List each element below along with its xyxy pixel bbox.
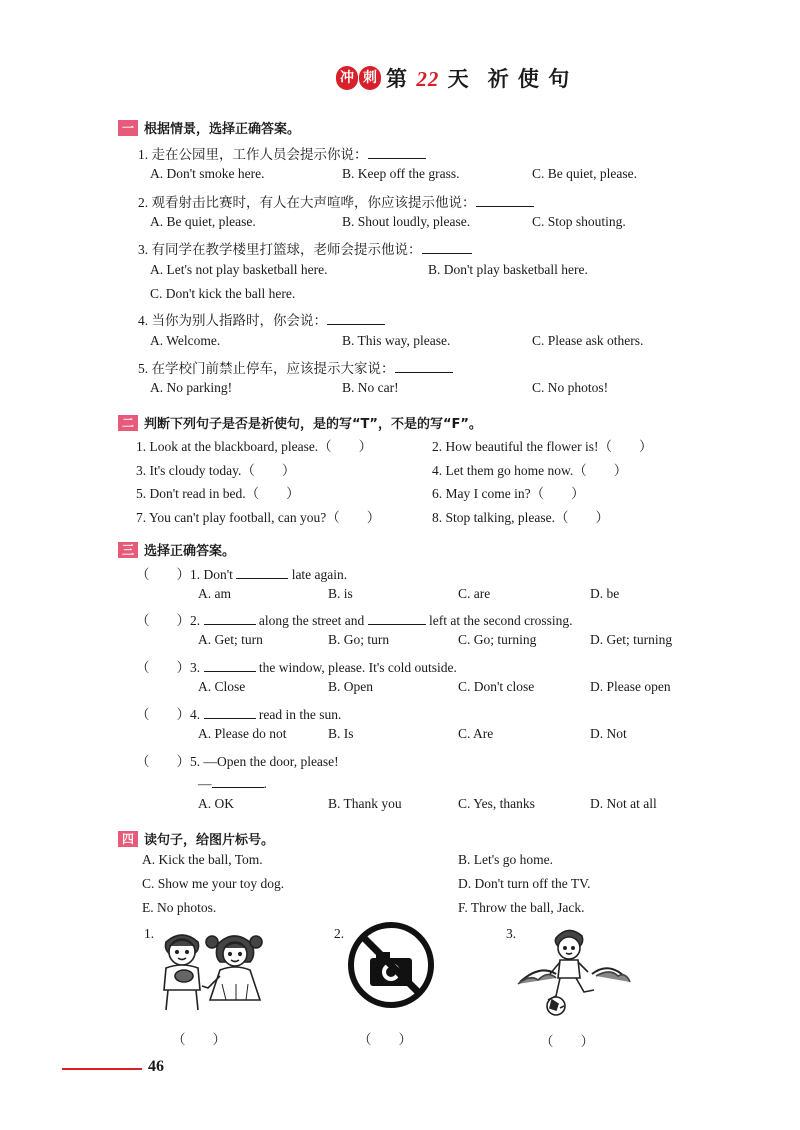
option: B. Thank you (328, 796, 402, 811)
answer-blank[interactable] (212, 775, 264, 788)
mc-question: （ ）5. —Open the door, please! (136, 754, 339, 769)
section-2-heading (118, 413, 482, 432)
option: A. Get; turn (198, 632, 263, 647)
answer-blank[interactable] (476, 194, 534, 207)
day-suffix: 天 (447, 67, 470, 91)
option: D. Please open (590, 679, 671, 694)
option: D. be (590, 586, 620, 601)
judge-item: 7. You can't play football, can you?（ ） (136, 510, 381, 525)
option: A. No parking! (150, 380, 233, 395)
question-text: 2. 观看射击比赛时，有人在大声喧哗，你应该提示他说： (138, 191, 534, 211)
judge-item: 1. Look at the blackboard, please.（ ） (136, 439, 373, 454)
option: C. No photos! (532, 380, 609, 395)
answer-blank[interactable] (327, 312, 385, 325)
mc-question: （ ）4. read in the sun. (136, 707, 342, 722)
day-prefix: 第 (386, 67, 408, 91)
mc-question: （ ）1. Don't late again. (136, 567, 348, 582)
option: B. Shout loudly, please. (342, 214, 471, 229)
judge-item: 6. May I come in?（ ） (432, 486, 585, 501)
footer-accent-line (62, 1068, 142, 1070)
badge-char: 冲 (336, 66, 358, 90)
option: B. Go; turn (328, 632, 390, 647)
option: C. are (458, 586, 491, 601)
option: C. Yes, thanks (458, 796, 535, 811)
option: C. Stop shouting. (532, 214, 626, 229)
topic-title: 祈 使 句 (487, 67, 571, 91)
section-title: 判断下列句子是否是祈使句，是的写“T”，不是的写“F”。 (144, 417, 482, 432)
section-title: 读句子，给图片标号。 (144, 833, 275, 848)
answer-blank[interactable] (368, 146, 426, 159)
question-text: 5. 在学校门前禁止停车，应该提示大家说： (138, 357, 453, 377)
day-number: 22 (416, 67, 440, 91)
sprint-badge (336, 66, 382, 90)
option: C. Please ask others. (532, 333, 644, 348)
option: A. Don't smoke here. (150, 166, 265, 181)
option: D. Not (590, 726, 627, 741)
question-text: 3. 有同学在教学楼里打篮球，老师会提示他说： (138, 238, 472, 258)
mc-question: （ ）3. the window, please. It's cold outside. (136, 660, 457, 675)
option: C. Are (458, 726, 494, 741)
option: A. am (198, 586, 231, 601)
answer-blank[interactable] (368, 612, 426, 625)
option: B. Keep off the grass. (342, 166, 460, 181)
judge-item: 2. How beautiful the flower is!（ ） (432, 439, 653, 454)
option: B. is (328, 586, 353, 601)
no-photos-sign-picture (346, 920, 436, 1010)
answer-blank[interactable] (395, 360, 453, 373)
sentence: D. Don't turn off the TV. (458, 876, 591, 891)
day-label (386, 63, 470, 93)
section-number: 四 (118, 831, 138, 847)
option: B. No car! (342, 380, 399, 395)
option: A. Please do not (198, 726, 287, 741)
page-number: 46 (148, 1058, 164, 1075)
question-text: 4. 当你为别人指路时，你会说： (138, 309, 385, 329)
children-with-toy-dog-picture (152, 924, 268, 1016)
sentence: C. Show me your toy dog. (142, 876, 285, 891)
picture-number: 3. (506, 926, 517, 941)
question-text: 1. 走在公园里，工作人员会提示你说： (138, 143, 426, 163)
sentence: A. Kick the ball, Tom. (142, 852, 263, 867)
answer-blank[interactable] (422, 241, 472, 254)
option: A. Let's not play basketball here. (150, 262, 328, 277)
judge-item: 4. Let them go home now.（ ） (432, 463, 628, 478)
option: D. Not at all (590, 796, 657, 811)
option: B. This way, please. (342, 333, 451, 348)
section-title: 根据情景，选择正确答案。 (144, 122, 301, 137)
section-title: 选择正确答案。 (144, 544, 236, 559)
option: D. Get; turning (590, 632, 673, 647)
option: A. Welcome. (150, 333, 221, 348)
answer-blank[interactable] (236, 566, 288, 579)
answer-blank[interactable] (204, 659, 256, 672)
answer-paren[interactable]: （ ） (540, 1034, 594, 1049)
picture-number: 1. (144, 926, 155, 941)
option: B. Don't play basketball here. (428, 262, 588, 277)
section-4-heading (118, 829, 274, 848)
sentence: E. No photos. (142, 900, 217, 915)
section-1-heading (118, 118, 300, 137)
section-number: 二 (118, 415, 138, 431)
answer-blank[interactable] (204, 706, 256, 719)
judge-item: 8. Stop talking, please.（ ） (432, 510, 609, 525)
page-title (336, 60, 570, 96)
option: C. Don't close (458, 679, 535, 694)
answer-paren[interactable]: （ ） (172, 1032, 226, 1047)
reply-line: — . (198, 776, 267, 791)
section-3-heading (118, 540, 235, 559)
option: A. OK (198, 796, 234, 811)
option: A. Be quiet, please. (150, 214, 256, 229)
option: A. Close (198, 679, 246, 694)
section-number: 一 (118, 120, 138, 136)
badge-char: 刺 (359, 66, 381, 90)
answer-blank[interactable] (204, 612, 256, 625)
option: C. Go; turning (458, 632, 537, 647)
option: C. Don't kick the ball here. (150, 286, 296, 301)
sentence: B. Let's go home. (458, 852, 554, 867)
option: B. Open (328, 679, 373, 694)
section-number: 三 (118, 542, 138, 558)
sentence: F. Throw the ball, Jack. (458, 900, 585, 915)
picture-number: 2. (334, 926, 345, 941)
answer-paren[interactable]: （ ） (358, 1032, 412, 1047)
judge-item: 5. Don't read in bed.（ ） (136, 486, 300, 501)
option: B. Is (328, 726, 354, 741)
option: C. Be quiet, please. (532, 166, 637, 181)
mc-question: （ ）2. along the street and left at the second crossing. (136, 613, 573, 628)
judge-item: 3. It's cloudy today.（ ） (136, 463, 296, 478)
boy-kicking-ball-picture (516, 922, 632, 1020)
